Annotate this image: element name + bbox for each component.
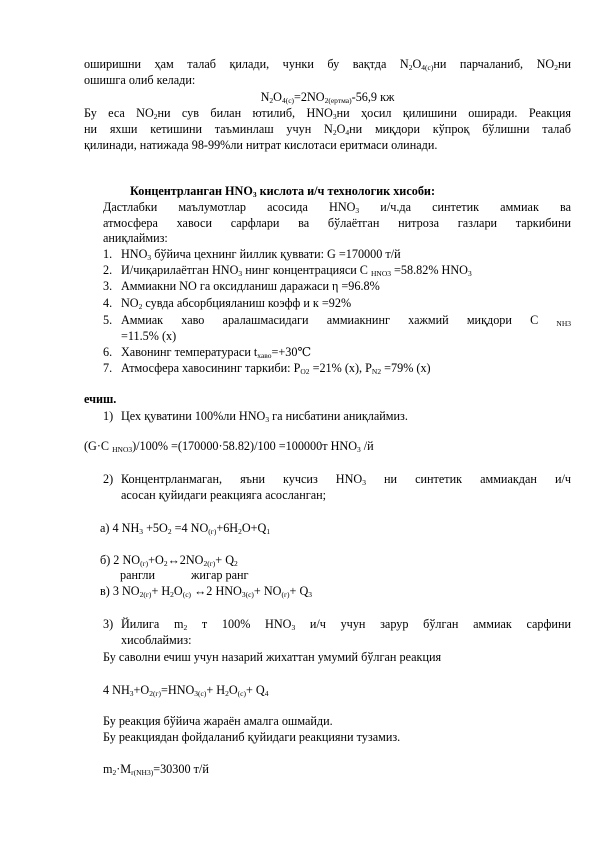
subscript: 3: [252, 190, 257, 199]
subscript: 4(с): [281, 96, 295, 105]
subscript: 2(г): [149, 689, 162, 698]
text-run: и/ч учун зарур бўлган аммиак сарфини: [295, 617, 571, 631]
subscript: 1: [266, 527, 271, 536]
intro-line-2: [103, 216, 571, 231]
text-run: +O: [133, 683, 150, 697]
text-run: ни парчаланиб, NO: [433, 57, 555, 71]
text-run: ни ҳосил қилишини оширади. Реакция: [336, 106, 571, 120]
text-run: Концентрланган HNO: [130, 184, 253, 198]
subscript: 3: [332, 112, 337, 121]
text-run: Концентрланмаган, яъни кучсиз HNO: [121, 472, 363, 486]
text-run: а) 4 NH: [100, 521, 140, 535]
section-heading: [130, 184, 435, 199]
paragraph-1-line-1: [84, 57, 571, 72]
text-run: =+30℃: [271, 345, 312, 359]
subscript: 3: [362, 478, 366, 487]
text-run: Атмосфера хавосининг таркиби: P: [121, 361, 301, 375]
text-run: Цех қуватини 100%ли HNO: [121, 409, 266, 423]
subscript: 3: [147, 253, 152, 262]
step-number: 3): [103, 617, 114, 631]
subscript: 2: [170, 590, 174, 599]
text-run: т 100% HNO: [187, 617, 292, 631]
subscript: 3: [129, 689, 134, 698]
text-run: )/100% =(170000·58.82)/100 =100000т HNO: [132, 439, 357, 453]
subscript: 2(ертма): [324, 96, 352, 105]
paragraph-2-line-2: [84, 122, 571, 137]
reaction-c: [100, 584, 312, 599]
intro-line-1: [103, 200, 571, 215]
text-run: O: [173, 584, 183, 598]
subscript: 3(с): [194, 689, 207, 698]
step-number: 1): [103, 409, 114, 423]
text-run: нинг концентрацияси С: [242, 263, 371, 277]
subscript: (с): [237, 689, 246, 698]
subscript: 4: [345, 128, 350, 137]
text-run: И/чиқарилаётган HNO: [121, 263, 239, 277]
text-run: HNO: [121, 247, 148, 261]
text-run: O: [412, 57, 422, 71]
text-run: + Q: [289, 584, 309, 598]
subscript: 2: [554, 63, 558, 72]
text-run: ошишга олиб келади:: [84, 73, 196, 87]
text-run: Бу реакция бўйича жараён амалга ошмайди.: [103, 714, 333, 728]
text-run: O+Q: [241, 521, 267, 535]
list-item-air-temperature: [121, 345, 311, 360]
text-run: O: [273, 90, 282, 104]
color-label-colored: рангли: [120, 568, 156, 582]
subscript: 4: [264, 689, 269, 698]
subscript: 3: [467, 269, 472, 278]
subscript: 2: [163, 559, 168, 568]
subscript: 2: [408, 63, 413, 72]
text-run: га нисбатини аниқлаймиз.: [269, 409, 408, 423]
text-run: ↔2NO: [167, 553, 204, 567]
step-3-line-2: [121, 633, 191, 648]
text-run: O: [336, 122, 346, 136]
text-run: m: [103, 762, 113, 776]
text-run: хисоблаймиз:: [121, 633, 192, 647]
text-run: Аммиак хаво аралашмасидаги аммиакнинг хажмий миқдори С: [121, 313, 557, 327]
reaction-note-1: [103, 714, 333, 729]
subscript: 2: [138, 302, 143, 311]
text-run: асосан қуйидаги реакцияга асосланган;: [121, 488, 327, 502]
subscript: HNO3: [112, 445, 133, 454]
subscript: 2: [225, 689, 229, 698]
subscript: (г): [140, 559, 149, 568]
subscript: HNO3: [370, 269, 391, 278]
subscript: 2: [183, 623, 188, 632]
text-run: ни миқдори кўпроқ бўлишни талаб: [349, 122, 571, 136]
step-2-line-2: [121, 488, 326, 503]
text-run: Бу реакциядан фойдаланиб қуйидаги реакцияни тузамиз.: [103, 730, 401, 744]
text-run: + H: [206, 683, 226, 697]
paragraph-2-line-3: [84, 138, 437, 153]
list-item-concentration: [121, 263, 472, 278]
subscript: 2: [234, 559, 238, 568]
text-run: Хавонинг температураси t: [121, 345, 258, 359]
text-run: ни яхши кетишини таъминлаш учун N: [84, 122, 333, 136]
subscript: 3: [355, 206, 360, 215]
text-run: Бу саволни ечиш учун назарий жихаттан умумий бўлган реакция: [103, 650, 442, 664]
text-run: и/ч.да синтетик аммиак ва: [359, 200, 571, 214]
reaction-total: [103, 683, 268, 698]
solution-label: ечиш.: [84, 392, 117, 406]
text-run: =21% (х), P: [309, 361, 372, 375]
subscript: 3: [265, 415, 270, 424]
text-run: N: [260, 90, 270, 104]
list-item-capacity: [121, 247, 401, 262]
text-run: Дастлабки маълумотлар асосида HNO: [103, 200, 356, 214]
text-run: ни синтетик аммиакдан и/ч: [365, 472, 571, 486]
subscript: N2: [371, 367, 382, 376]
list-item-air-composition: [121, 361, 431, 376]
text-run: =30300 т/й: [153, 762, 209, 776]
subscript: 3: [238, 269, 243, 278]
list-item-number: 6.: [103, 345, 113, 359]
text-run: +5O: [143, 521, 168, 535]
text-run: =11.5% (х): [121, 329, 177, 343]
subscript: (с): [182, 590, 192, 599]
text-run: =79% (х): [381, 361, 431, 375]
text-run: ·M: [116, 762, 132, 776]
theory-sentence: [103, 650, 441, 665]
text-run: NO: [121, 296, 139, 310]
text-run: б) 2 NO: [100, 553, 141, 567]
step-3-line-1: [121, 617, 571, 632]
list-item-number: 2.: [103, 263, 113, 277]
subscript: 2(г): [203, 559, 216, 568]
list-item-number: 5.: [103, 313, 113, 327]
subscript: r(NH3): [131, 768, 154, 777]
text-run: ни сув билан ютилиб, HNO: [157, 106, 333, 120]
reaction-note-2: [103, 730, 400, 745]
subscript: 2: [167, 527, 172, 536]
subscript: (г): [208, 527, 217, 536]
text-run: в) 3 NO: [100, 584, 140, 598]
text-run: + NO: [253, 584, 282, 598]
list-item-number: 1.: [103, 247, 113, 261]
step-2-line-1: [121, 472, 571, 487]
text-run: (G·С: [84, 439, 113, 453]
subscript: 4(с): [421, 63, 434, 72]
text-run: +6H: [216, 521, 239, 535]
text-run: -56,9 кж: [351, 90, 395, 104]
subscript: O2: [300, 367, 310, 376]
text-run: сувда абсорбцияланиш коэфф и к =92%: [142, 296, 352, 310]
text-run: 4 NH: [103, 683, 130, 697]
text-run: қилинади, натижада 98-99%ли нитрат кислотаси еритмаси олинади.: [84, 138, 438, 152]
text-run: атмосфера хавоси сарфлари ва бўлаётган нитроза газлари таркибини: [103, 216, 571, 230]
subscript: 2: [112, 768, 117, 777]
text-run: кислота и/ч технологик хисоби:: [256, 184, 436, 198]
text-run: Бу еса NO: [84, 106, 154, 120]
text-run: бўйича цехнинг йиллик қуввати: G =170000 т/й: [151, 247, 401, 261]
text-run: Аммиакни NO га оксидланиш даражаси η =96.8%: [121, 279, 380, 293]
color-label-brown: жигар ранг: [191, 568, 249, 582]
text-run: +O: [148, 553, 164, 567]
list-item-ammonia-content-line-2: [121, 329, 176, 344]
subscript: 2: [269, 96, 274, 105]
list-item-number: 3.: [103, 279, 113, 293]
text-run: =58.82% HNO: [390, 263, 468, 277]
subscript: 3: [291, 623, 296, 632]
subscript: 3: [308, 590, 313, 599]
paragraph-1-line-2: [84, 73, 195, 88]
list-item-number: 4.: [103, 296, 113, 310]
equation-n2o4-decomposition: [84, 90, 571, 105]
text-run: ни: [557, 57, 571, 71]
subscript: NH3: [556, 319, 571, 328]
list-item-ammonia-content-line-1: [121, 313, 571, 328]
step-1-text: [121, 409, 408, 424]
subscript: 2: [238, 527, 242, 536]
text-run: /й: [360, 439, 374, 453]
step-number: 2): [103, 472, 114, 486]
text-run: ↔2 HNO: [191, 584, 242, 598]
text-run: аниқлаймиз:: [103, 231, 168, 245]
subscript: 3: [139, 527, 144, 536]
text-run: =4 NO: [171, 521, 209, 535]
intro-line-3: [103, 231, 168, 246]
subscript: (г): [281, 590, 290, 599]
paragraph-2-line-1: [84, 106, 571, 121]
list-item-number: 7.: [103, 361, 113, 375]
subscript: 2: [332, 128, 337, 137]
text-run: Йилига m: [121, 617, 184, 631]
text-run: оширишни ҳам талаб қилади, чунки бу вақтда N: [84, 57, 409, 71]
text-run: + Q: [246, 683, 265, 697]
text-run: =2NO: [294, 90, 325, 104]
subscript: 3: [357, 445, 361, 454]
subscript: 2: [153, 112, 158, 121]
subscript: хаво: [257, 351, 272, 360]
text-run: + H: [151, 584, 171, 598]
ammonia-consumption-formula: [103, 762, 209, 777]
subscript: 2(г): [139, 590, 152, 599]
formula-100-percent: [84, 439, 374, 454]
text-run: + Q: [215, 553, 235, 567]
text-run: O: [228, 683, 238, 697]
reaction-b: [100, 553, 238, 568]
reaction-a: [100, 521, 270, 536]
list-item-oxidation-degree: [121, 279, 380, 294]
subscript: 3(с): [241, 590, 254, 599]
text-run: =HNO: [161, 683, 195, 697]
list-item-absorption: [121, 296, 351, 311]
